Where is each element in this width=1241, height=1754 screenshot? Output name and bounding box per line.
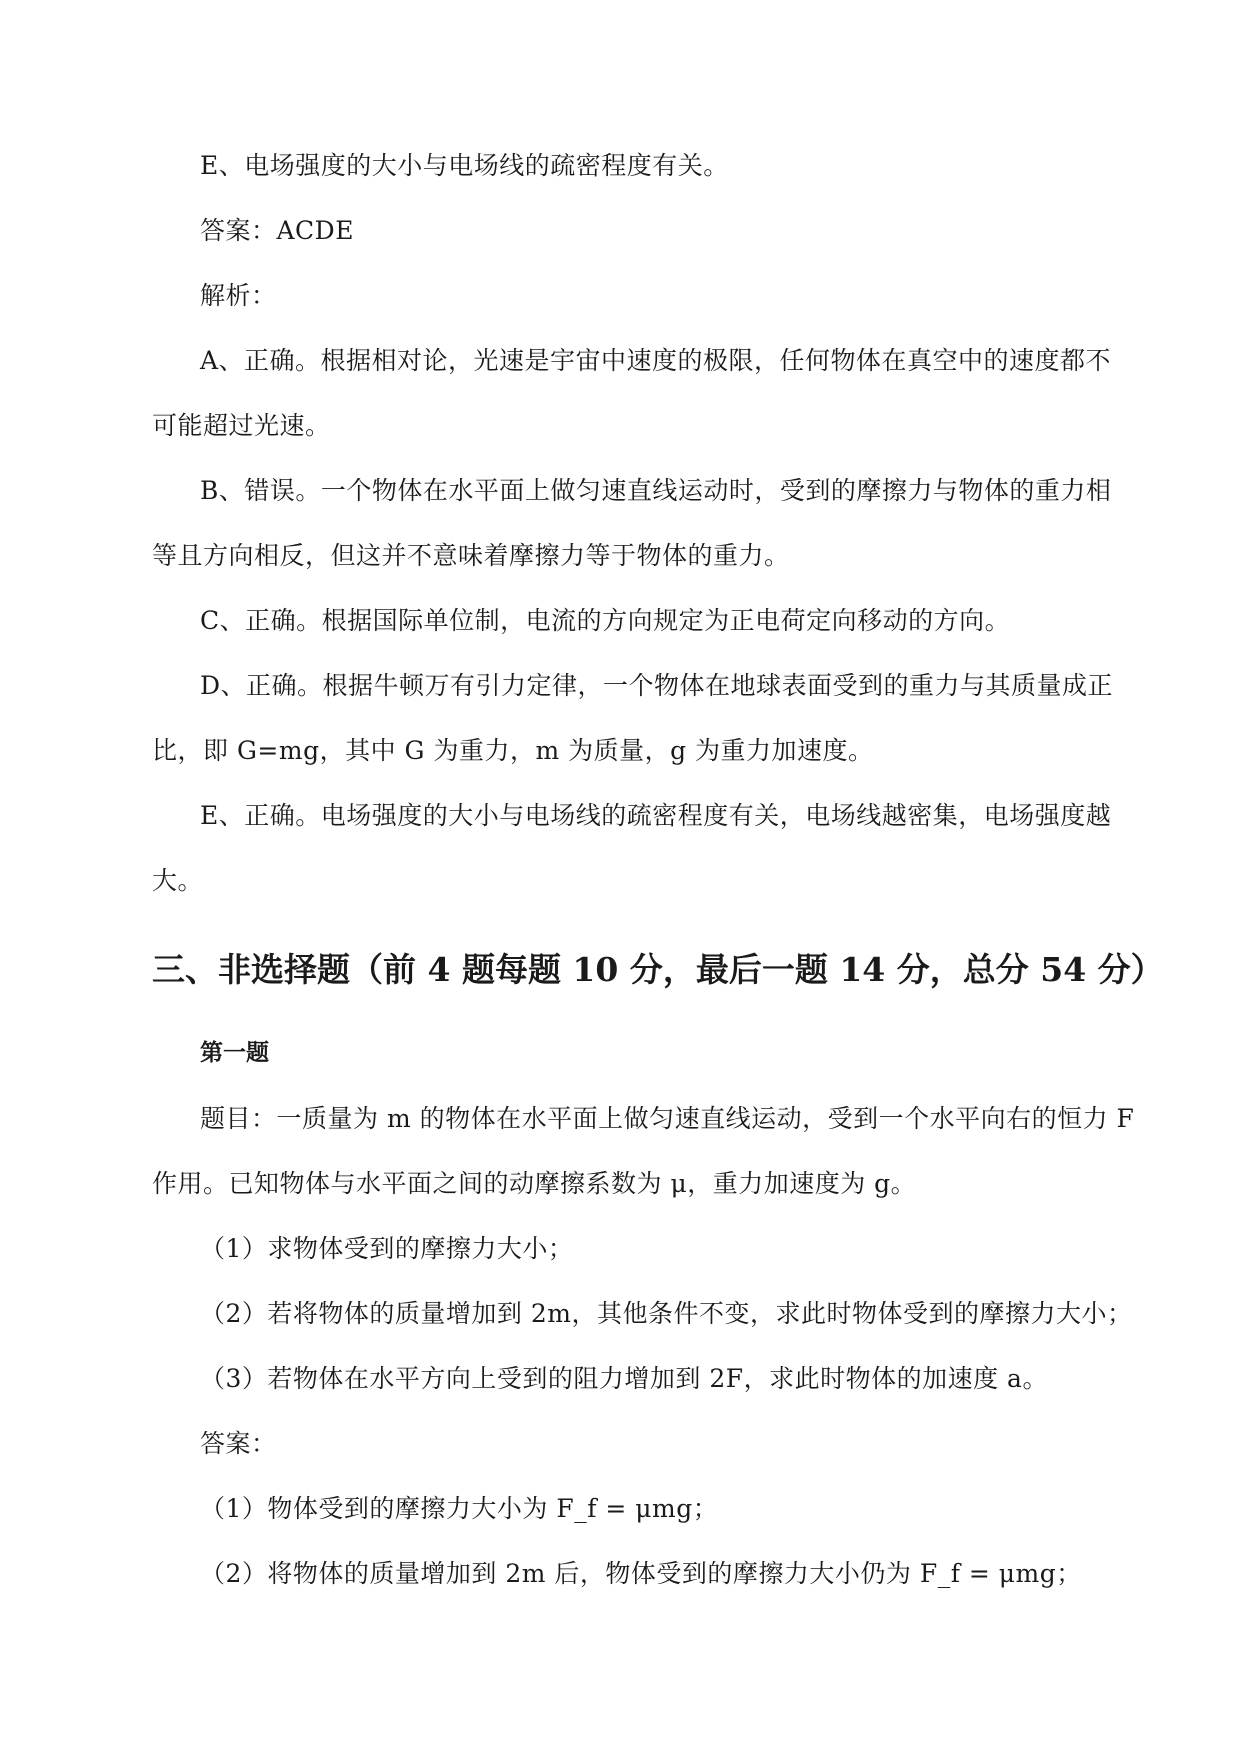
analysis-b-line-2: 等且方向相反，但这并不意味着摩擦力等于物体的重力。 <box>152 541 790 570</box>
option-e-statement: E、电场强度的大小与电场线的疏密程度有关。 <box>200 151 729 180</box>
analysis-d-line-2: 比，即 G=mg，其中 G 为重力，m 为质量，g 为重力加速度。 <box>152 736 874 765</box>
section-heading: 三、非选择题（前 4 题每题 10 分，最后一题 14 分，总分 54 分） <box>152 950 1164 989</box>
analysis-a-line-2: 可能超过光速。 <box>152 411 331 440</box>
answer-part-1: （1）物体受到的摩擦力大小为 F_f = μmg； <box>200 1494 719 1523</box>
question-heading: 第一题 <box>200 1039 269 1066</box>
analysis-e-line-2: 大。 <box>152 866 204 895</box>
analysis-e-line-1: E、正确。电场强度的大小与电场线的疏密程度有关，电场线越密集，电场强度越 <box>200 801 1112 830</box>
question-text-line-1: 题目：一质量为 m 的物体在水平面上做匀速直线运动，受到一个水平向右的恒力 F <box>200 1104 1135 1133</box>
sub-question-2: （2）若将物体的质量增加到 2m，其他条件不变，求此时物体受到的摩擦力大小； <box>200 1299 1133 1328</box>
analysis-a-line-1: A、正确。根据相对论，光速是宇宙中速度的极限，任何物体在真空中的速度都不 <box>200 346 1112 375</box>
analysis-label: 解析： <box>200 281 277 310</box>
answer-label: 答案： <box>200 1429 277 1458</box>
sub-question-3: （3）若物体在水平方向上受到的阻力增加到 2F，求此时物体的加速度 a。 <box>200 1364 1048 1393</box>
answer-line: 答案：ACDE <box>200 216 354 245</box>
analysis-d-line-1: D、正确。根据牛顿万有引力定律，一个物体在地球表面受到的重力与其质量成正 <box>200 671 1114 700</box>
question-text-line-2: 作用。已知物体与水平面之间的动摩擦系数为 μ，重力加速度为 g。 <box>152 1169 917 1198</box>
analysis-c-line: C、正确。根据国际单位制，电流的方向规定为正电荷定向移动的方向。 <box>200 606 1011 635</box>
analysis-b-line-1: B、错误。一个物体在水平面上做匀速直线运动时，受到的摩擦力与物体的重力相 <box>200 476 1112 505</box>
sub-question-1: （1）求物体受到的摩擦力大小； <box>200 1234 574 1263</box>
answer-part-2: （2）将物体的质量增加到 2m 后，物体受到的摩擦力大小仍为 F_f = μmg； <box>200 1559 1082 1588</box>
